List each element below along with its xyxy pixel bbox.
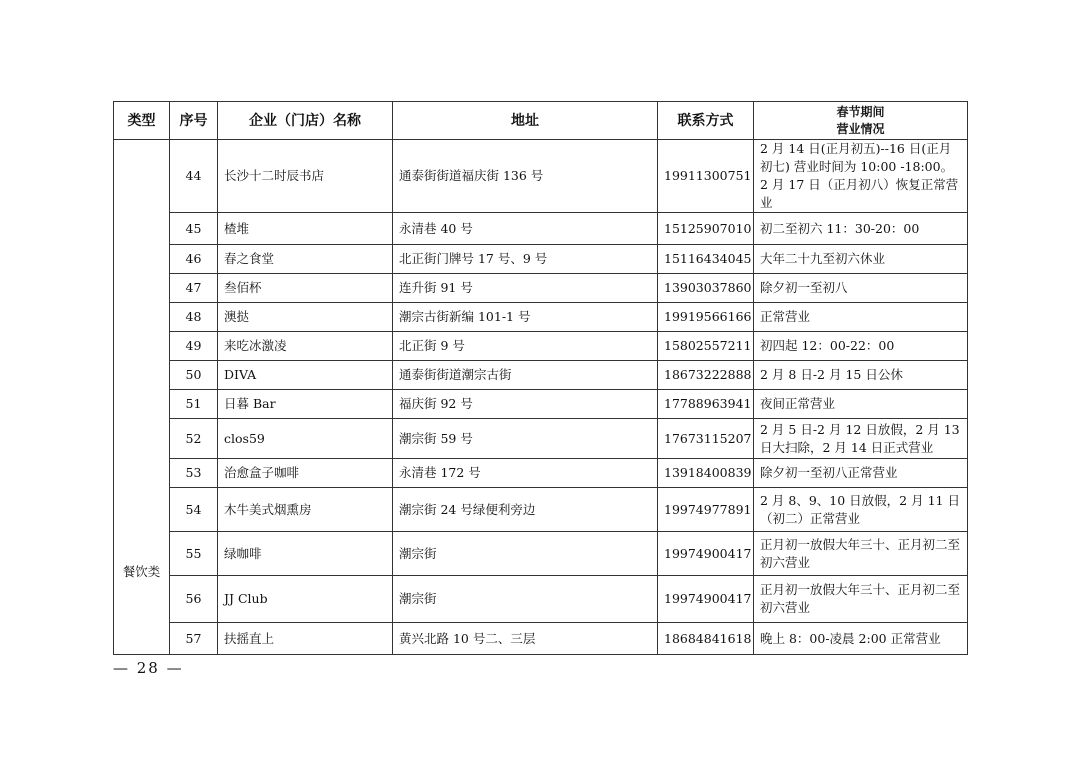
holiday-hours: 2 月 8 日-2 月 15 日公休 (754, 361, 968, 390)
business-name: 治愈盒子咖啡 (218, 459, 393, 488)
contact-phone: 15125907010 (658, 213, 754, 245)
contact-phone: 19911300751 (658, 140, 754, 213)
holiday-hours: 夜间正常营业 (754, 390, 968, 419)
holiday-hours: 2 月 8、9、10 日放假，2 月 11 日（初二）正常营业 (754, 488, 968, 532)
business-address: 永清巷 40 号 (393, 213, 658, 245)
business-address: 潮宗街 (393, 532, 658, 576)
table-row (114, 390, 968, 419)
table-row (114, 623, 968, 655)
category-cell: 餐饮类 (114, 140, 170, 655)
business-address: 通泰街街道潮宗古街 (393, 361, 658, 390)
header-contact: 联系方式 (658, 102, 754, 140)
table-row (114, 303, 968, 332)
contact-phone: 17673115207 (658, 419, 754, 459)
contact-phone: 19974977891 (658, 488, 754, 532)
business-name: 楂堆 (218, 213, 393, 245)
business-name: 春之食堂 (218, 245, 393, 274)
contact-phone: 15802557211 (658, 332, 754, 361)
holiday-hours: 正月初一放假大年三十、正月初二至初六营业 (754, 576, 968, 623)
table-row (114, 332, 968, 361)
holiday-hours: 正月初一放假大年三十、正月初二至初六营业 (754, 532, 968, 576)
row-number: 50 (170, 361, 218, 390)
row-number: 54 (170, 488, 218, 532)
header-address: 地址 (393, 102, 658, 140)
business-name: 澳挞 (218, 303, 393, 332)
row-number: 48 (170, 303, 218, 332)
business-address: 永清巷 172 号 (393, 459, 658, 488)
contact-phone: 19919566166 (658, 303, 754, 332)
contact-phone: 18673222888 (658, 361, 754, 390)
table-row (114, 213, 968, 245)
row-number: 57 (170, 623, 218, 655)
business-hours-table (113, 101, 968, 655)
table-header-row (114, 102, 968, 140)
header-type: 类型 (114, 102, 170, 140)
contact-phone: 19974900417 (658, 576, 754, 623)
row-number: 51 (170, 390, 218, 419)
contact-phone: 15116434045 (658, 245, 754, 274)
contact-phone: 13903037860 (658, 274, 754, 303)
header-no: 序号 (170, 102, 218, 140)
header-hours (754, 102, 968, 140)
business-address: 北正街 9 号 (393, 332, 658, 361)
business-name: DIVA (218, 361, 393, 390)
holiday-hours: 初四起 12：00-22：00 (754, 332, 968, 361)
holiday-hours: 初二至初六 11：30-20：00 (754, 213, 968, 245)
business-address: 潮宗街 24 号绿便利旁边 (393, 488, 658, 532)
business-address: 福庆街 92 号 (393, 390, 658, 419)
page-number: — 28 — (113, 659, 184, 677)
holiday-hours: 晚上 8：00-凌晨 2:00 正常营业 (754, 623, 968, 655)
table-row (114, 274, 968, 303)
business-name: 日暮 Bar (218, 390, 393, 419)
table-row (114, 419, 968, 459)
row-number: 49 (170, 332, 218, 361)
business-name: 来吃冰激凌 (218, 332, 393, 361)
table-row (114, 245, 968, 274)
business-address: 潮宗街 59 号 (393, 419, 658, 459)
holiday-hours: 正常营业 (754, 303, 968, 332)
business-name: 长沙十二时辰书店 (218, 140, 393, 213)
business-name: 扶摇直上 (218, 623, 393, 655)
row-number: 53 (170, 459, 218, 488)
business-address: 通泰街街道福庆街 136 号 (393, 140, 658, 213)
business-name: 绿咖啡 (218, 532, 393, 576)
business-name: 叁佰杯 (218, 274, 393, 303)
business-address: 潮宗街 (393, 576, 658, 623)
business-name: 木牛美式烟熏房 (218, 488, 393, 532)
contact-phone: 18684841618 (658, 623, 754, 655)
table-row (114, 459, 968, 488)
table-row (114, 140, 968, 213)
business-address: 北正街门牌号 17 号、9 号 (393, 245, 658, 274)
holiday-hours: 大年二十九至初六休业 (754, 245, 968, 274)
business-address: 潮宗古街新编 101-1 号 (393, 303, 658, 332)
holiday-hours: 2 月 14 日(正月初五)--16 日(正月初七) 营业时间为 10:00 -18:00。2 月 17 日（正月初八）恢复正常营业 (754, 140, 968, 213)
table-row (114, 576, 968, 623)
holiday-hours: 除夕初一至初八正常营业 (754, 459, 968, 488)
row-number: 55 (170, 532, 218, 576)
contact-phone: 19974900417 (658, 532, 754, 576)
row-number: 52 (170, 419, 218, 459)
table-row (114, 488, 968, 532)
business-name: JJ Club (218, 576, 393, 623)
row-number: 56 (170, 576, 218, 623)
header-hours-line2: 营业情况 (836, 121, 885, 136)
header-hours-line1: 春节期间 (836, 104, 885, 119)
business-name: clos59 (218, 419, 393, 459)
row-number: 46 (170, 245, 218, 274)
business-address: 黄兴北路 10 号二、三层 (393, 623, 658, 655)
row-number: 44 (170, 140, 218, 213)
business-address: 连升街 91 号 (393, 274, 658, 303)
table-row (114, 532, 968, 576)
holiday-hours: 除夕初一至初八 (754, 274, 968, 303)
row-number: 45 (170, 213, 218, 245)
header-name: 企业（门店）名称 (218, 102, 393, 140)
holiday-hours: 2 月 5 日-2 月 12 日放假，2 月 13 日大扫除，2 月 14 日正式营业 (754, 419, 968, 459)
contact-phone: 17788963941 (658, 390, 754, 419)
contact-phone: 13918400839 (658, 459, 754, 488)
row-number: 47 (170, 274, 218, 303)
table-row (114, 361, 968, 390)
